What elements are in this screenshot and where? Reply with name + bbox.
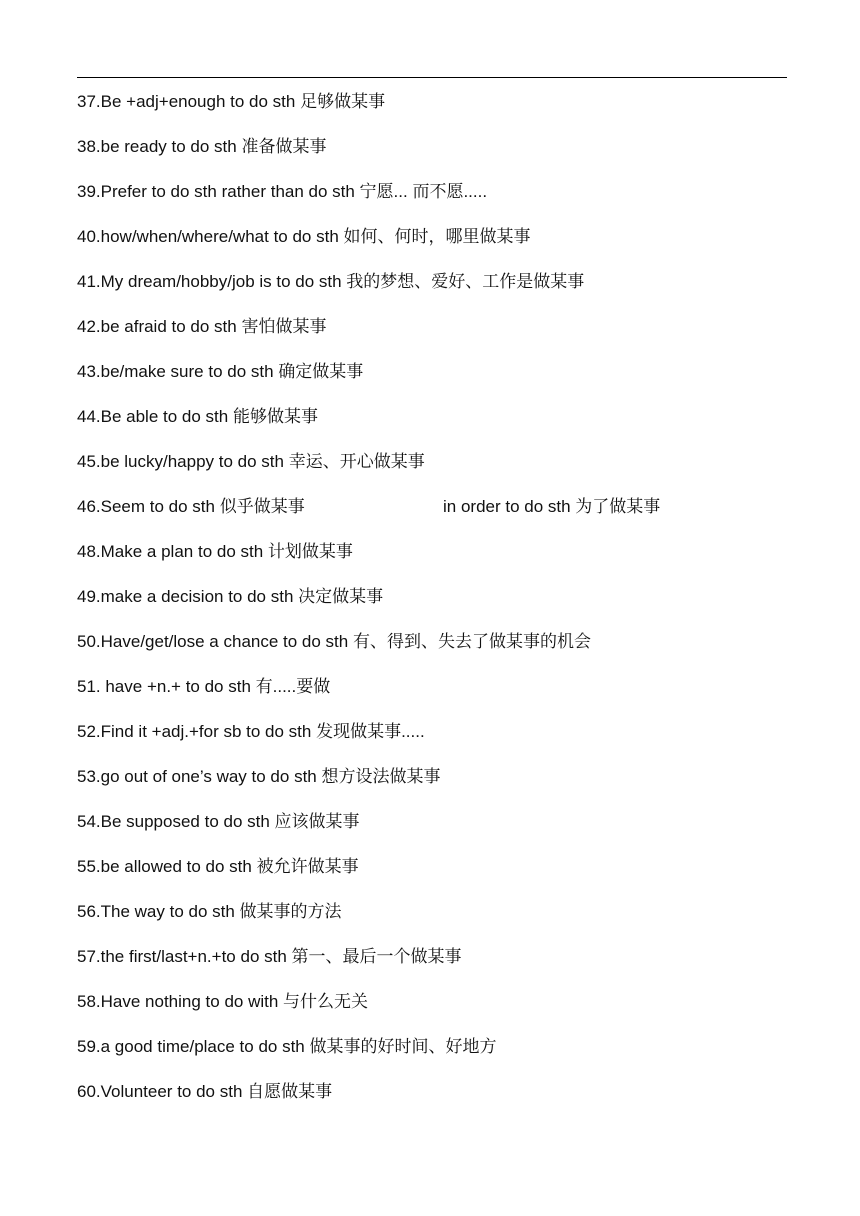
phrase-line-41: 41.My dream/hobby/job is to do sth 我的梦想、爱好、工作是做某事 bbox=[77, 272, 585, 291]
phrase-46-second: in order to do sth 为了做某事 bbox=[443, 497, 661, 516]
phrase-line-59: 59.a good time/place to do sth 做某事的好时间、好地方 bbox=[77, 1037, 497, 1056]
header-rule bbox=[77, 77, 787, 78]
phrase-line-54: 54.Be supposed to do sth 应该做某事 bbox=[77, 812, 360, 831]
phrase-line-45: 45.be lucky/happy to do sth 幸运、开心做某事 bbox=[77, 452, 425, 471]
phrase-line-57: 57.the first/last+n.+to do sth 第一、最后一个做某事 bbox=[77, 947, 462, 966]
phrase-line-43: 43.be/make sure to do sth 确定做某事 bbox=[77, 362, 364, 381]
phrase-line-42: 42.be afraid to do sth 害怕做某事 bbox=[77, 317, 327, 336]
phrase-line-58: 58.Have nothing to do with 与什么无关 bbox=[77, 992, 369, 1011]
phrase-line-55: 55.be allowed to do sth 被允许做某事 bbox=[77, 857, 359, 876]
phrase-line-49: 49.make a decision to do sth 决定做某事 bbox=[77, 587, 384, 606]
phrase-46-first: 46.Seem to do sth 似乎做某事 bbox=[77, 497, 305, 516]
phrase-line-44: 44.Be able to do sth 能够做某事 bbox=[77, 407, 318, 426]
phrase-line-37: 37.Be +adj+enough to do sth 足够做某事 bbox=[77, 92, 386, 111]
phrase-line-39: 39.Prefer to do sth rather than do sth 宁愿... 而不愿..... bbox=[77, 182, 488, 201]
phrase-line-46 bbox=[77, 494, 797, 539]
phrase-list bbox=[77, 89, 797, 1124]
phrase-line-48: 48.Make a plan to do sth 计划做某事 bbox=[77, 542, 353, 561]
phrase-line-40: 40.how/when/where/what to do sth 如何、何时，哪里做某事 bbox=[77, 227, 531, 246]
phrase-line-51: 51. have +n.+ to do sth 有.....要做 bbox=[77, 677, 331, 696]
phrase-line-56: 56.The way to do sth 做某事的方法 bbox=[77, 902, 342, 921]
phrase-line-52: 52.Find it +adj.+for sb to do sth 发现做某事..... bbox=[77, 722, 425, 741]
phrase-line-53: 53.go out of one’s way to do sth 想方设法做某事 bbox=[77, 767, 441, 786]
phrase-line-38: 38.be ready to do sth 准备做某事 bbox=[77, 137, 327, 156]
phrase-line-60: 60.Volunteer to do sth 自愿做某事 bbox=[77, 1082, 333, 1101]
phrase-line-50: 50.Have/get/lose a chance to do sth 有、得到、失去了做某事的机会 bbox=[77, 632, 591, 651]
